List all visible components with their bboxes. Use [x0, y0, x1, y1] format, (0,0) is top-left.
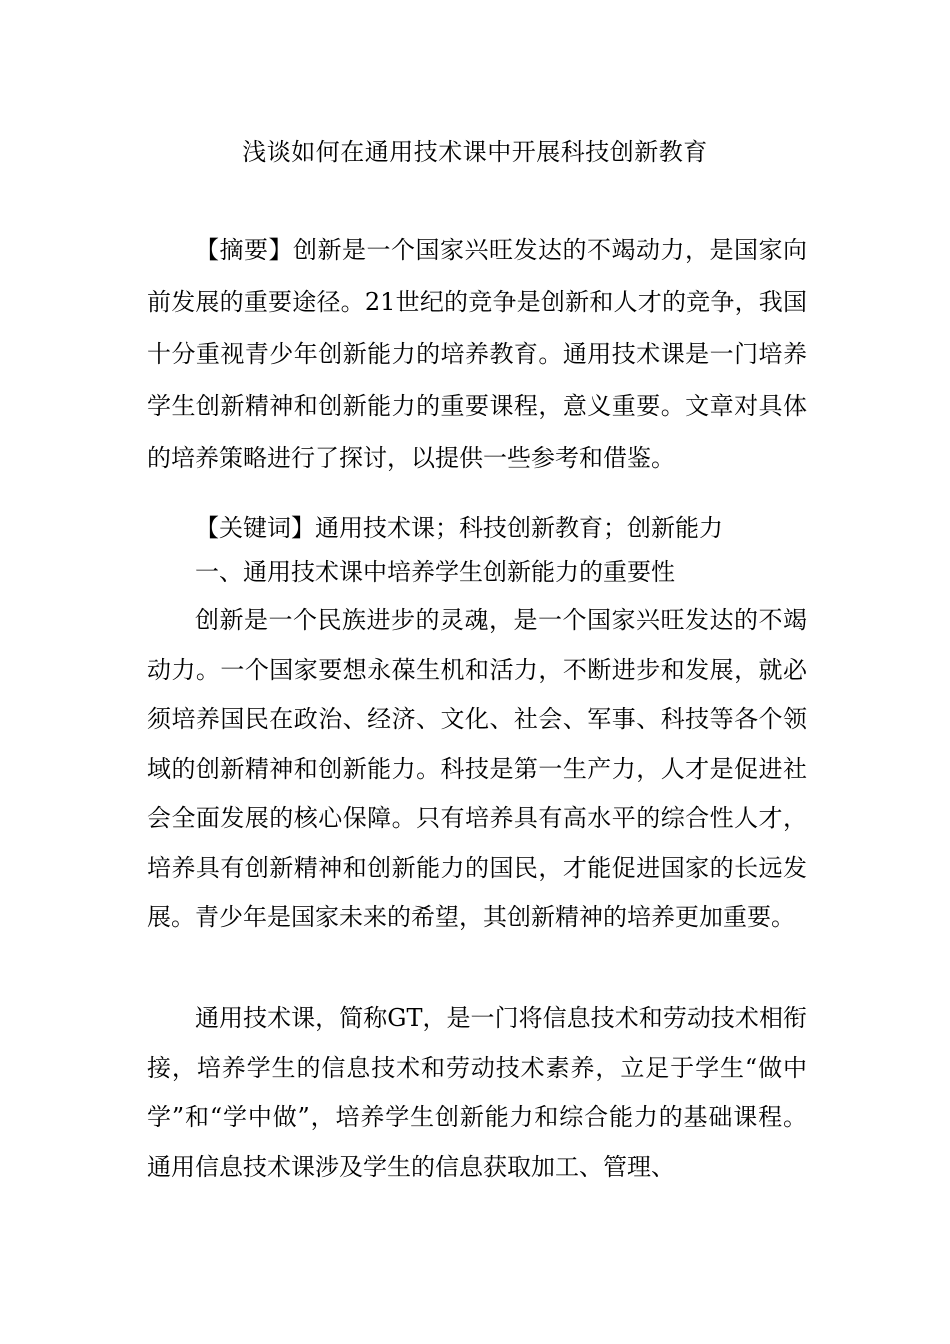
abstract-text: 创新是一个国家兴旺发达的不竭动力，是国家向前发展的重要途径。21世纪的竞争是创新和人才的竞争，我国十分重视青少年创新能力的培养教育。通用技术课是一门培养学生创新精神和创新能力的重要课程，意义重要。文章对具体的培养策略进行了探讨，以提供一些参考和借鉴。: [147, 236, 807, 472]
keywords-label: 【关键词】: [195, 514, 315, 542]
abstract-paragraph: [147, 224, 807, 484]
body-paragraph: 创新是一个民族进步的灵魂，是一个国家兴旺发达的不竭动力。一个国家要想永葆生机和活力，不断进步和发展，就必须培养国民在政治、经济、文化、社会、军事、科技等各个领域的创新精神和创新能力。科技是第一生产力，人才是促进社会全面发展的核心保障。只有培养具有高水平的综合性人才，培养具有创新精神和创新能力的国民，才能促进国家的长远发展。青少年是国家未来的希望，其创新精神的培养更加重要。: [147, 606, 807, 931]
keywords-text: 通用技术课；科技创新教育；创新能力: [315, 514, 723, 542]
section-heading: 一、通用技术课中培养学生创新能力的重要性: [195, 558, 675, 586]
document-title: 浅谈如何在通用技术课中开展科技创新教育: [242, 138, 708, 166]
abstract-label: 【摘要】: [195, 236, 293, 264]
body-paragraph: 通用技术课，简称GT，是一门将信息技术和劳动技术相衔接，培养学生的信息技术和劳动技术素养，立足于学生“做中学”和“学中做”，培养学生创新能力和综合能力的基础课程。通用信息技术课涉及学生的信息获取加工、管理、: [147, 1004, 807, 1181]
